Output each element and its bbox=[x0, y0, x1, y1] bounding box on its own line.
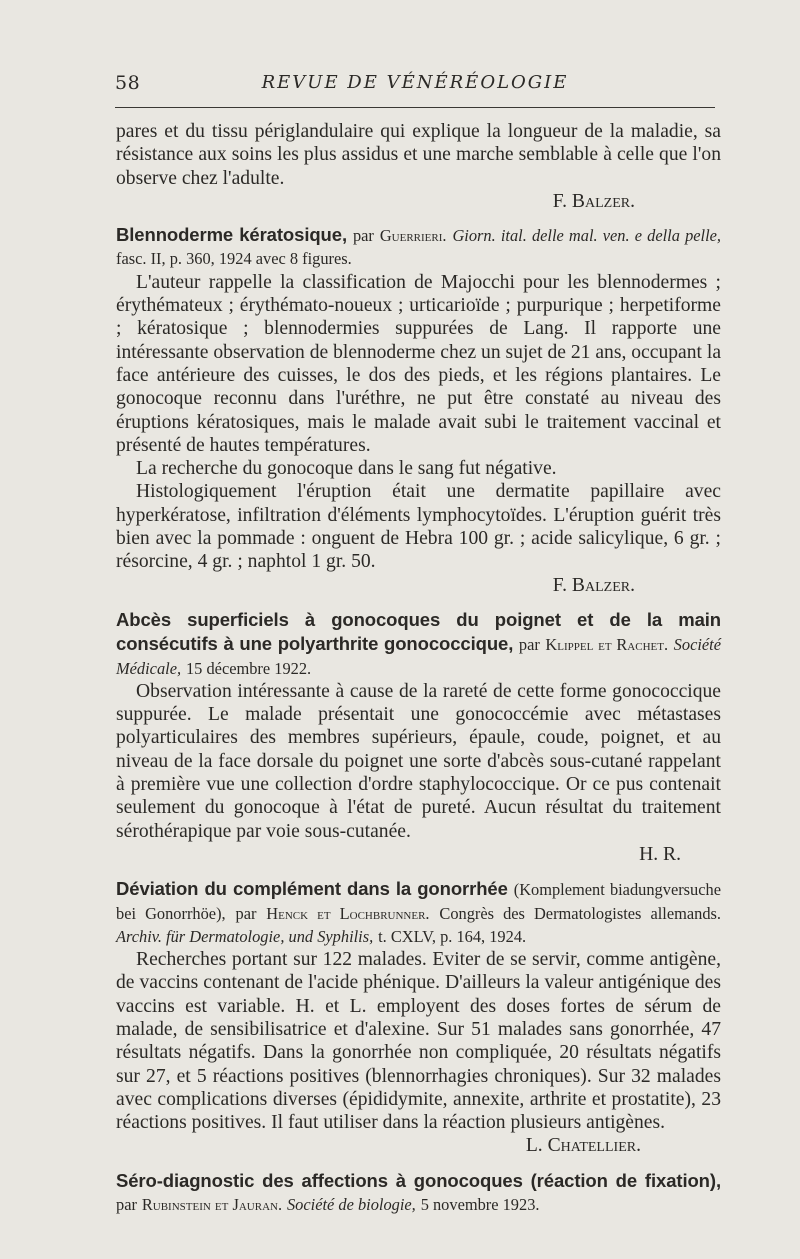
abstract-paragraph: L'auteur rappelle la classification de Majocchi pour les blennodermes ; érythémateux ; érythémato-noueux ; urticarioïde ; purpurique ; herpetiforme ; kératosique ; blennodermies suppurées de Lang. Il rapporte une intéressante observation de blennoderme chez un sujet de 21 ans, occupant la face antérieure des cuisses, le dos des pieds, et les régions plantaires. Le gonocoque reconnu dans l'uréthre, ne put être constaté au niveau des éruptions kératosiques, mais le malade avait subi le traitement vaccinal et présenté de hautes températures. bbox=[116, 271, 722, 456]
intro-paragraph: pares et du tissu périglandulaire qui explique la longueur de la maladie, sa résistance aux soins les plus assidus et une marche semblable à celle que l'on observe chez l'adulte. bbox=[116, 121, 721, 189]
abstract-title: Abcès superficiels à gonocoques du poignet et de la main consécutifs à une polyarthrite gonococcique, bbox=[116, 608, 721, 655]
header-rule bbox=[115, 107, 715, 108]
ref-par: par bbox=[235, 903, 257, 923]
abstract-journal: Société Médicale, bbox=[116, 635, 721, 678]
intro-continuation bbox=[116, 120, 721, 213]
abstract-sero-diagnostic bbox=[116, 1169, 721, 1217]
intro-signature: F. Balzer. bbox=[552, 190, 635, 212]
abstract-congress: Congrès des Dermatologistes allemands. bbox=[439, 903, 722, 923]
abstract-title: Blennoderme kératosique, bbox=[116, 224, 347, 246]
page-number: 58 bbox=[115, 72, 141, 94]
abstract-subtitle: (Komplement biadungversuche bei Gonorrhöe), bbox=[116, 880, 721, 923]
abstract-details: 5 novembre 1923. bbox=[420, 1195, 540, 1215]
abstract-heading bbox=[116, 223, 721, 271]
abstract-authors: Rubinstein et Jauran. bbox=[141, 1195, 283, 1215]
abstract-paragraph: Observation intéressante à cause de la rareté de cette forme gonococcique suppurée. Le malade présentait une gonococcémie avec métastases polyarticulaires des membres supérieurs, épaule, coude, poignet, et au niveau de la face dorsale du poignet une sorte d'abcès sous-cutané rappelant à première vue une collection d'ordre staphylococcique. Or ce pus contenait seulement du gonocoque à l'état de pureté. Aucun résultat du traitement sérothérapique par voie sous-cutanée. bbox=[116, 680, 721, 842]
abstract-authors: Henck et Lochbrunner. bbox=[266, 903, 430, 923]
abstract-heading bbox=[116, 877, 721, 948]
abstract-signature: L. Chatellier. bbox=[525, 1135, 641, 1157]
abstract-abces bbox=[116, 608, 721, 866]
abstract-heading bbox=[116, 1169, 721, 1217]
abstract-paragraph: La recherche du gonocoque dans le sang fut négative. bbox=[136, 458, 557, 480]
page-header bbox=[115, 72, 715, 102]
abstract-title: Séro-diagnostic des affections à gonocoques (réaction de fixation), bbox=[116, 1169, 721, 1191]
abstract-journal: Archiv. für Dermatologie, und Syphilis, bbox=[116, 926, 374, 946]
abstract-signature: H. R. bbox=[639, 843, 681, 865]
abstract-deviation bbox=[116, 877, 721, 1158]
abstract-blennoderme bbox=[116, 223, 721, 597]
abstract-details: fasc. II, p. 360, 1924 avec 8 figures. bbox=[116, 249, 352, 269]
page-content bbox=[116, 120, 721, 1216]
abstract-details: 15 décembre 1922. bbox=[185, 658, 312, 678]
abstract-paragraph: Recherches portant sur 122 malades. Eviter de se servir, comme antigène, de vaccins contenant de l'acide phénique. D'ailleurs la valeur antigénique des vaccins est variable. H. et L. employent des doses fortes de sérum de malade, de sensibilisatrice et d'alexine. Sur 51 malades sans gonorrhée, 47 résultats négatifs. Dans la gonorrhée non compliquée, 20 résultats négatifs sur 27, et 5 réactions positives (blennorrhagies chroniques). Sur 32 malades avec complications diverses (épididymite, annexite, arthrite et prostatite), 23 réactions positives. Il faut utiliser dans la réaction plusieurs antigènes. bbox=[116, 949, 721, 1134]
ref-par: par bbox=[518, 635, 540, 655]
abstract-title: Déviation du complément dans la gonorrhée bbox=[116, 878, 508, 900]
running-head: REVUE DE VÉNÉRÉOLOGIE bbox=[261, 72, 569, 93]
abstract-details: t. CXLV, p. 164, 1924. bbox=[378, 926, 527, 946]
abstract-signature: F. Balzer. bbox=[552, 574, 635, 596]
abstract-journal: Société de biologie, bbox=[286, 1195, 416, 1215]
abstract-journal: Giorn. ital. delle mal. ven. e della pelle, bbox=[452, 226, 722, 246]
abstract-authors: Guerrieri. bbox=[379, 226, 447, 246]
ref-par: par bbox=[116, 1195, 137, 1215]
abstract-authors: Klippel et Rachet. bbox=[545, 635, 669, 655]
abstract-paragraph: Histologiquement l'éruption était une dermatite papillaire avec hyperkératose, infiltration d'éléments lymphocytoïdes. L'éruption guérit très bien avec la pommade : onguent de Hebra 100 gr. ; acide salicylique, 6 gr. ; résorcine, 4 gr. ; naphtol 1 gr. 50. bbox=[116, 481, 721, 573]
abstract-heading bbox=[116, 608, 721, 680]
ref-par: par bbox=[352, 226, 374, 246]
